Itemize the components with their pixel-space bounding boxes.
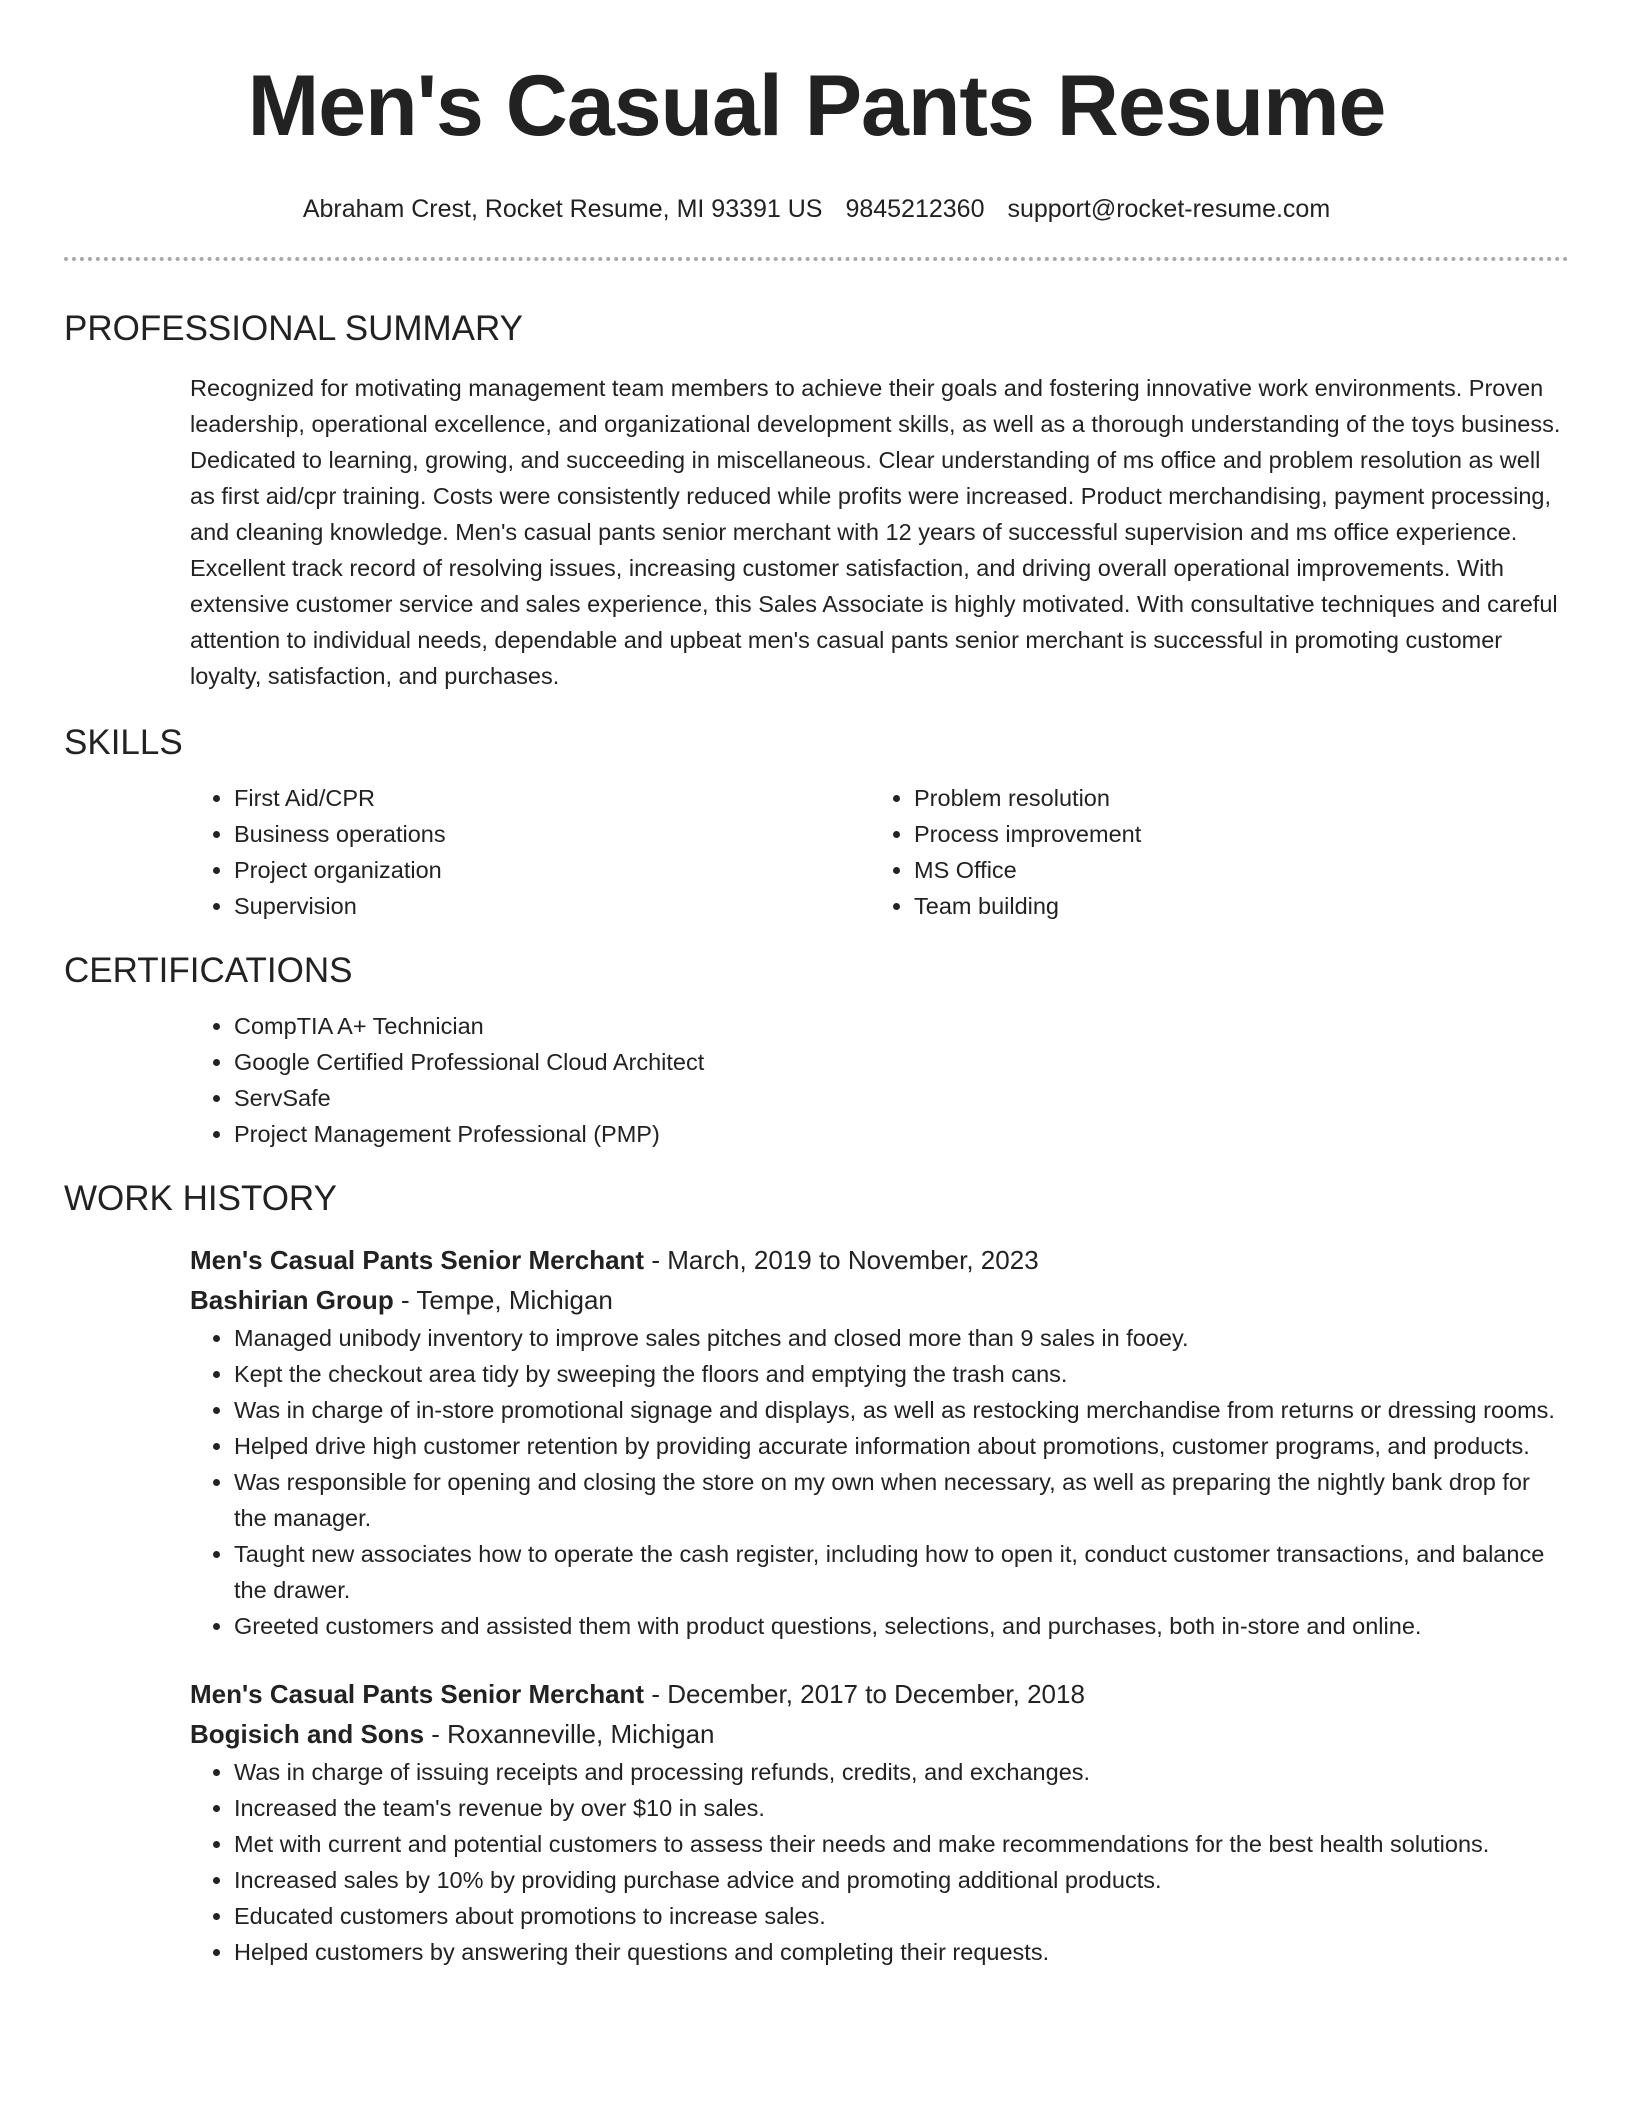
- job-company: Bogisich and Sons: [190, 1719, 425, 1749]
- skill-item: • Problem resolution: [914, 780, 1550, 816]
- job-duty: • Increased sales by 10% by providing purchase advice and promoting additional products.: [234, 1862, 1569, 1898]
- skill-item: • Supervision: [234, 888, 870, 924]
- skill-item: • First Aid/CPR: [234, 780, 870, 816]
- job-company-line: [190, 1280, 1569, 1320]
- certification-item: • Google Certified Professional Cloud Architect: [234, 1044, 1569, 1080]
- contact-address: Abraham Crest, Rocket Resume, MI 93391 US: [302, 195, 823, 223]
- job-company: Bashirian Group: [190, 1285, 394, 1315]
- certification-item: • ServSafe: [234, 1080, 1569, 1116]
- summary-heading: PROFESSIONAL SUMMARY: [64, 309, 523, 348]
- certification-item: • Project Management Professional (PMP): [234, 1116, 1569, 1152]
- resume-title: Men's Casual Pants Resume: [247, 58, 1386, 154]
- job-entry: [190, 1674, 1569, 1970]
- job-location: - Tempe, Michigan: [400, 1285, 613, 1315]
- job-dates: - March, 2019 to November, 2023: [651, 1245, 1039, 1275]
- job-company-line: [190, 1714, 1569, 1754]
- job-role-line: [190, 1674, 1569, 1714]
- job-dates: - December, 2017 to December, 2018: [651, 1679, 1085, 1709]
- header-divider: [64, 257, 1569, 261]
- job-role-line: [190, 1240, 1569, 1280]
- certifications-list: [190, 1008, 1569, 1152]
- job-location: - Roxanneville, Michigan: [431, 1719, 715, 1749]
- skill-item: • Business operations: [234, 816, 870, 852]
- skill-item: • Project organization: [234, 852, 870, 888]
- job-duty: • Helped drive high customer retention by providing accurate information about promotions, customer programs, and products.: [234, 1428, 1569, 1464]
- job-duty: • Educated customers about promotions to increase sales.: [234, 1898, 1569, 1934]
- skill-item: • MS Office: [914, 852, 1550, 888]
- skills-list: [190, 780, 1569, 924]
- contact-email: support@rocket-resume.com: [1007, 195, 1331, 223]
- job-duty: • Kept the checkout area tidy by sweeping the floors and emptying the trash cans.: [234, 1356, 1569, 1392]
- job-role: Men's Casual Pants Senior Merchant: [190, 1245, 645, 1275]
- skill-item: • Process improvement: [914, 816, 1550, 852]
- job-duties: [190, 1754, 1569, 1970]
- contact-phone: 9845212360: [845, 195, 985, 223]
- contact-line: [64, 194, 1569, 224]
- job-duty: • Increased the team's revenue by over $10 in sales.: [234, 1790, 1569, 1826]
- job-duty: • Taught new associates how to operate the cash register, including how to open it, conduct customer transactions, and balance the drawer.: [234, 1536, 1569, 1608]
- skills-column-left: [190, 780, 870, 924]
- job-duties: [190, 1320, 1569, 1644]
- job-role: Men's Casual Pants Senior Merchant: [190, 1679, 645, 1709]
- summary-text: Recognized for motivating management team members to achieve their goals and fostering innovative work environments. Proven leadership, operational excellence, and organizational development skills, as well as a thorough understanding of the toys business. Dedicated to learning, growing, and succeeding in miscellaneous. Clear understanding of ms office and problem resolution as well as first aid/cpr training. Costs were consistently reduced while profits were increased. Product merchandising, payment processing, and cleaning knowledge. Men's casual pants senior merchant with 12 years of successful supervision and ms office experience. Excellent track record of resolving issues, increasing customer satisfaction, and driving overall operational improvements. With extensive customer service and sales experience, this Sales Associate is highly motivated. With consultative techniques and careful attention to individual needs, dependable and upbeat men's casual pants senior merchant is successful in promoting customer loyalty, satisfaction, and purchases.: [190, 375, 1561, 689]
- resume-page: [64, 0, 1569, 1970]
- certifications-bullets: [190, 1008, 1569, 1152]
- job-duty: • Greeted customers and assisted them with product questions, selections, and purchases, both in-store and online.: [234, 1608, 1569, 1644]
- certifications-heading: CERTIFICATIONS: [64, 951, 353, 990]
- work-history-heading: WORK HISTORY: [64, 1179, 337, 1218]
- job-duty: • Helped customers by answering their questions and completing their requests.: [234, 1934, 1569, 1970]
- skills-column-right: [870, 780, 1550, 924]
- job-duty: • Was in charge of in-store promotional signage and displays, as well as restocking merchandise from returns or dressing rooms.: [234, 1392, 1569, 1428]
- job-duty: • Met with current and potential customers to assess their needs and make recommendations for the best health solutions.: [234, 1826, 1569, 1862]
- job-duty: • Was in charge of issuing receipts and processing refunds, credits, and exchanges.: [234, 1754, 1569, 1790]
- skill-item: • Team building: [914, 888, 1550, 924]
- job-duty: • Managed unibody inventory to improve sales pitches and closed more than 9 sales in fooey.: [234, 1320, 1569, 1356]
- job-entry: [190, 1240, 1569, 1644]
- job-duty: • Was responsible for opening and closing the store on my own when necessary, as well as preparing the nightly bank drop for the manager.: [234, 1464, 1569, 1536]
- certification-item: • CompTIA A+ Technician: [234, 1008, 1569, 1044]
- skills-heading: SKILLS: [64, 723, 183, 762]
